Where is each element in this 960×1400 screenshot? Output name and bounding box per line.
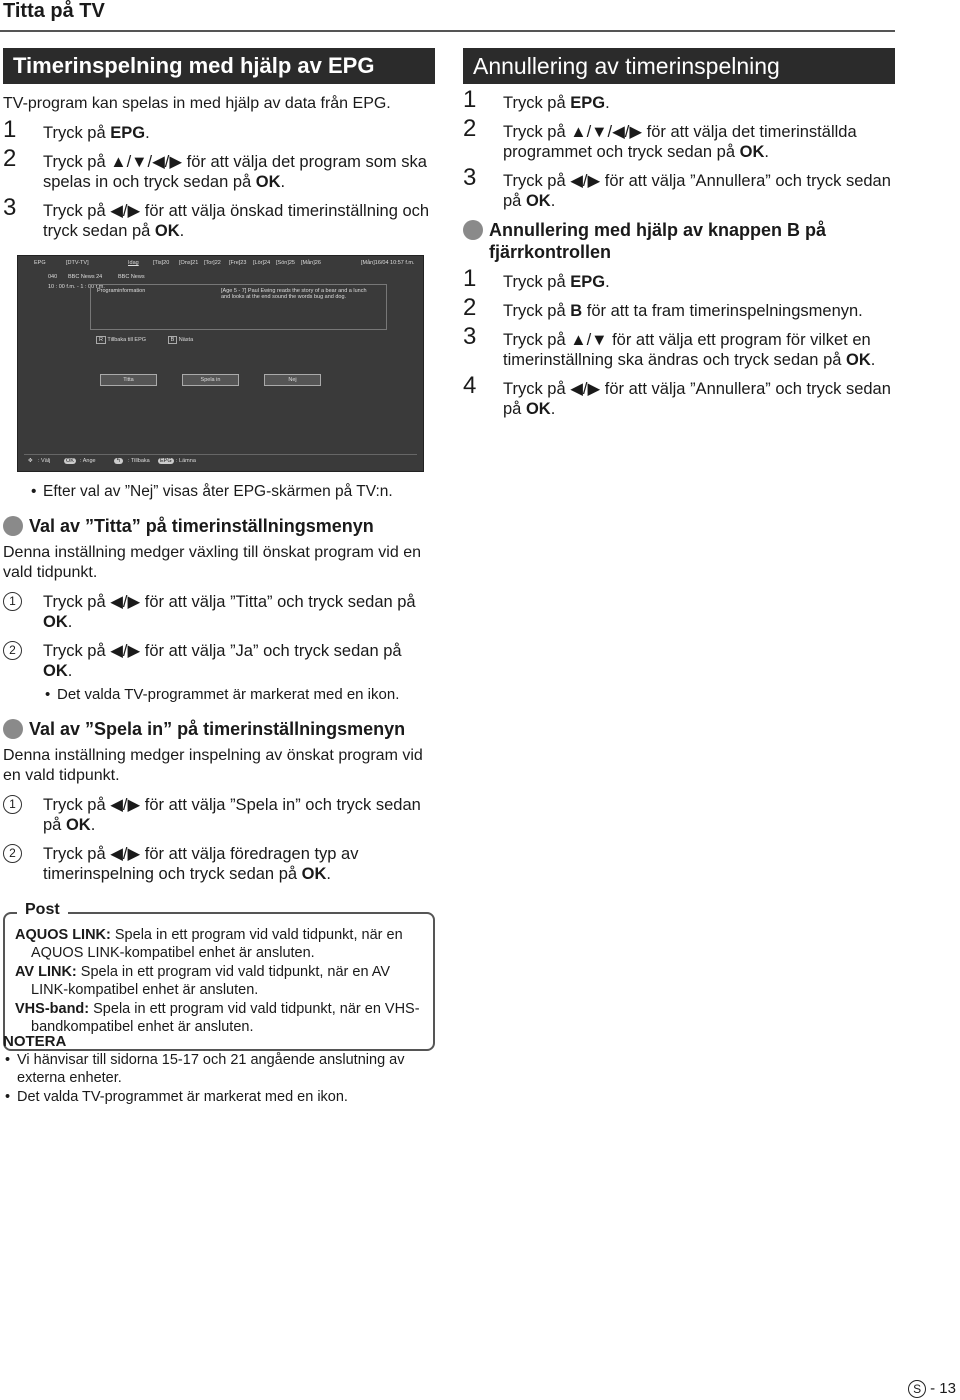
- post-entry: [15, 926, 423, 962]
- substep-text: Tryck på ◀/▶ för att välja ”Spela in” och tryck sedan på: [43, 796, 421, 834]
- step-key: OK: [846, 351, 871, 369]
- notera-box: [3, 1033, 433, 1106]
- subsection-titta: [3, 515, 435, 537]
- return-key-icon: ↰: [116, 458, 121, 464]
- right-steps: [463, 86, 895, 211]
- post-text: Spela in ett program vid vald tidpunkt, när en AV LINK-kompatibel enhet är ansluten.: [31, 964, 391, 998]
- epg-screen: [17, 255, 424, 472]
- step: [463, 265, 895, 292]
- epg-day-today: Idag: [128, 260, 139, 266]
- step-text-end: .: [605, 94, 610, 112]
- substep-text: Tryck på ◀/▶ för att välja ”Ja” och tryck sedan på: [43, 642, 402, 660]
- step: [463, 86, 895, 113]
- subsection-title: Annullering med hjälp av knappen B på fjärrkontrollen: [489, 220, 827, 262]
- circled-number: 2: [3, 844, 22, 863]
- epg-day: [Lör]24: [253, 260, 271, 266]
- notera-item: • Vi hänvisar till sidorna 15-17 och 21 angående anslutning av externa enheter.: [3, 1051, 433, 1087]
- step-key: EPG: [570, 94, 606, 112]
- post-term: AV LINK:: [15, 964, 77, 980]
- epg-top-bar: [24, 260, 417, 270]
- step: [3, 194, 435, 241]
- step-number: 2: [463, 294, 477, 321]
- titta-bullet: • Det valda TV-programmet är markerat med en ikon.: [43, 685, 435, 704]
- right-steps-b: [463, 265, 895, 419]
- post-term: VHS-band:: [15, 1001, 90, 1017]
- epg-bottom-bar: [24, 454, 417, 467]
- right-column: [463, 48, 895, 419]
- left-steps: [3, 116, 435, 241]
- ok-key-icon: OK: [66, 458, 74, 464]
- step-text: Tryck på: [503, 273, 571, 291]
- left-banner: Timerinspelning med hjälp av EPG: [3, 48, 435, 84]
- notera-title: NOTERA: [3, 1033, 67, 1050]
- step-text-end: .: [605, 273, 610, 291]
- step-key: B: [570, 302, 583, 320]
- step-number: 2: [463, 115, 477, 142]
- step-key: EPG: [570, 273, 606, 291]
- bullet-circle-icon: [463, 220, 483, 240]
- substep: 1 Tryck på ◀/▶ för att välja ”Spela in” och tryck sedan på OK.: [3, 795, 435, 835]
- step-number: 1: [463, 86, 477, 113]
- epg-clock: [Mån]16/04 10:57 f.m.: [361, 260, 415, 266]
- step-text-end: .: [550, 400, 556, 418]
- epg-return-hint: [96, 336, 193, 344]
- language-circle-icon: S: [908, 1380, 926, 1398]
- post-term: AQUOS LINK:: [15, 927, 111, 943]
- substep-text: Tryck på ◀/▶ för att välja föredragen typ av timerinspelning och tryck sedan på: [43, 845, 359, 883]
- b-key-label: Nästa: [178, 337, 194, 343]
- step-key: OK: [739, 143, 765, 161]
- step-number: 3: [463, 164, 477, 191]
- substep: 1 Tryck på ◀/▶ för att välja ”Titta” och tryck sedan på OK.: [3, 592, 435, 632]
- substep-text: Tryck på ◀/▶ för att välja ”Titta” och tryck sedan på: [43, 593, 416, 611]
- epg-info-text: [Age 5 - 7] Paul Ewing reads the story of a bear and a lunch and looks at the end sound the words bug and dog.: [221, 288, 367, 300]
- ok-key: OK: [43, 613, 68, 631]
- subsection-annullering-b: [463, 219, 895, 263]
- step-key: OK: [154, 222, 180, 240]
- epg-day: [Fre]23: [229, 260, 247, 266]
- step-number: 1: [3, 116, 17, 143]
- bottom-ange-label: : Ange: [80, 458, 96, 464]
- step: [3, 145, 435, 192]
- step-number: 4: [463, 372, 477, 399]
- step-key: OK: [525, 192, 551, 210]
- page-number-text: - 13: [930, 1380, 956, 1397]
- step-key: OK: [255, 173, 281, 191]
- epg-label: EPG: [34, 260, 46, 266]
- post-text: Spela in ett program vid vald tidpunkt, när en AQUOS LINK-kompatibel enhet är ansluten.: [31, 927, 403, 961]
- step-text: Tryck på ▲/▼/◀/▶ för att välja det program som ska spelas in och tryck sedan på: [43, 153, 427, 191]
- epg-info-panel: [90, 284, 387, 330]
- nej-button[interactable]: Nej: [264, 374, 321, 386]
- left-column: [3, 48, 435, 1051]
- ok-key: OK: [43, 662, 68, 680]
- step: [463, 372, 895, 419]
- epg-day: [Tis]20: [153, 260, 170, 266]
- left-intro: TV-program kan spelas in med hjälp av data från EPG.: [3, 95, 391, 112]
- epg-channel-name: BBC News 24: [68, 274, 103, 280]
- step-text-end: .: [870, 351, 876, 369]
- epg-day: [Mån]26: [301, 260, 321, 266]
- r-key-icon: R: [96, 336, 106, 344]
- step-text: Tryck på: [503, 94, 571, 112]
- step-text: Tryck på ◀/▶ för att välja önskad timerinställning och tryck sedan på: [43, 202, 430, 240]
- post-label: Post: [17, 901, 68, 919]
- step-number: 3: [3, 194, 17, 221]
- step-text: Tryck på: [43, 124, 111, 142]
- epg-program-name: BBC News: [118, 274, 145, 280]
- step: [463, 164, 895, 211]
- circled-number: 1: [3, 592, 22, 611]
- step-text: Tryck på ◀/▶ för att välja ”Annullera” och tryck sedan på: [503, 380, 891, 418]
- post-entry: [15, 963, 423, 999]
- step-number: 3: [463, 323, 477, 350]
- epg-channel-number: 040: [48, 274, 58, 280]
- step-text-end: .: [179, 222, 185, 240]
- step-key: EPG: [110, 124, 146, 142]
- step: [463, 323, 895, 370]
- step: [463, 115, 895, 162]
- epg-info-label: Programinformation: [97, 288, 146, 294]
- ok-key: OK: [65, 816, 91, 834]
- step: [463, 294, 895, 321]
- subsection-para: Denna inställning medger inspelning av önskat program vid en vald tidpunkt.: [3, 747, 423, 784]
- page-number: [908, 1380, 956, 1398]
- step-text-end: .: [550, 192, 556, 210]
- b-key-icon: B: [168, 336, 178, 344]
- r-key-label: Tillbaka till EPG: [107, 337, 147, 343]
- step-text-end: för att ta fram timerinspelningsmenyn.: [582, 302, 863, 320]
- epg-button-row: [100, 374, 340, 386]
- epg-day: [Sön]25: [276, 260, 295, 266]
- step-text: Tryck på ◀/▶ för att välja ”Annullera” och tryck sedan på: [503, 172, 891, 210]
- subsection-title: Val av ”Spela in” på timerinställningsmenyn: [29, 719, 406, 739]
- step-number: 2: [3, 145, 17, 172]
- bottom-valj-label: : Välj: [38, 458, 51, 464]
- bottom-tillbaka-label: : Tillbaka: [128, 458, 150, 464]
- spela-in-button[interactable]: Spela in: [182, 374, 239, 386]
- navigation-arrows-icon: ✥: [28, 458, 33, 464]
- step-number: 1: [463, 265, 477, 292]
- titta-button[interactable]: Titta: [100, 374, 157, 386]
- header-rule: [0, 30, 895, 32]
- epg-source: [DTV-TV]: [66, 260, 89, 266]
- step-text: Tryck på ▲/▼/◀/▶ för att välja det timerinställda programmet och tryck sedan på: [503, 123, 857, 161]
- after-epg-bullet: • Efter val av ”Nej” visas åter EPG-skärmen på TV:n.: [29, 482, 435, 501]
- epg-key-icon: EPG: [160, 458, 172, 464]
- subsection-title: Val av ”Titta” på timerinställningsmenyn: [29, 516, 374, 536]
- epg-program-time: 10 : 00 f.m. - 1 : 00 f.m.: [48, 284, 105, 290]
- post-entry: [15, 1000, 423, 1036]
- post-text: Spela in ett program vid vald tidpunkt, när en VHS-bandkompatibel enhet är ansluten.: [31, 1001, 420, 1035]
- page-header: Titta på TV: [3, 0, 105, 22]
- bullet-circle-icon: [3, 516, 23, 536]
- subsection-spela-in: [3, 718, 435, 740]
- circled-number: 1: [3, 795, 22, 814]
- step-text: Tryck på ▲/▼ för att välja ett program för vilket en timerinställning ska ändras och tryck sedan på: [503, 331, 871, 369]
- substep: 2 Tryck på ◀/▶ för att välja ”Ja” och tryck sedan på OK.: [3, 641, 435, 681]
- step-key: OK: [525, 400, 551, 418]
- substep: 2 Tryck på ◀/▶ för att välja föredragen typ av timerinspelning och tryck sedan på OK.: [3, 844, 435, 884]
- bottom-lamna-label: : Lämna: [176, 458, 196, 464]
- bullet-circle-icon: [3, 719, 23, 739]
- step: [3, 116, 435, 143]
- step-text: Tryck på: [503, 302, 571, 320]
- post-box: [3, 901, 435, 1051]
- epg-day: [Ons]21: [179, 260, 199, 266]
- ok-key: OK: [301, 865, 327, 883]
- subsection-para: Denna inställning medger växling till önskat program vid en vald tidpunkt.: [3, 544, 421, 581]
- notera-item: • Det valda TV-programmet är markerat med en ikon.: [3, 1088, 433, 1106]
- circled-number: 2: [3, 641, 22, 660]
- step-text-end: .: [280, 173, 286, 191]
- epg-day: [Tor]22: [204, 260, 221, 266]
- right-banner: Annullering av timerinspelning: [463, 48, 895, 84]
- step-text-end: .: [145, 124, 150, 142]
- step-text-end: .: [764, 143, 769, 161]
